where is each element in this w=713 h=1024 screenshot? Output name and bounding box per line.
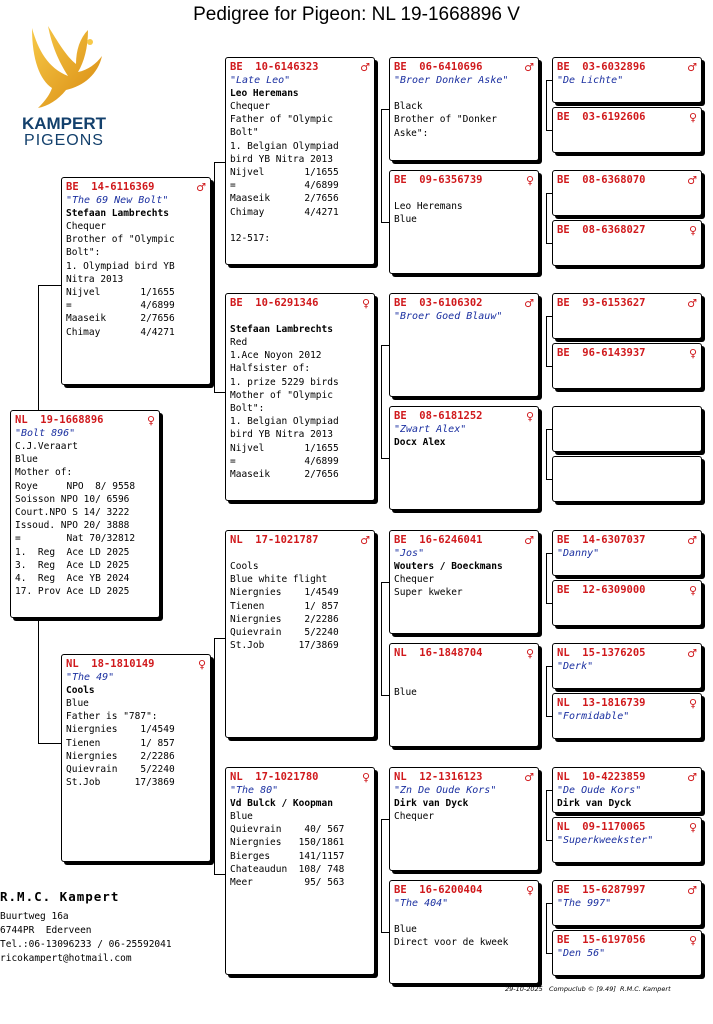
pigeon-info-line: Bierges 141/1157: [230, 850, 345, 862]
connector-line: [38, 618, 39, 743]
pigeon-info-line: [230, 219, 370, 232]
pigeon-info-line: Nijvel 1/1655: [230, 442, 339, 454]
pigeon-card-sdd: [389, 406, 539, 510]
female-icon: ♀: [688, 933, 697, 947]
connector-line: [214, 162, 225, 163]
breeder-name: Dirk van Dyck: [557, 798, 632, 809]
connector-line: [38, 285, 61, 286]
pigeon-header: [557, 296, 697, 310]
pigeon-info-line: Issoud. NPO 20/ 3888: [15, 520, 130, 532]
connector-line: [214, 392, 225, 393]
ring-number: BE 10-6146323: [230, 61, 319, 73]
pigeon-info-line: Bolt":: [230, 403, 265, 415]
pigeon-info-line: 3. Reg Ace LD 2025: [15, 559, 130, 571]
pigeon-info-line: 1. prize 5229 birds: [230, 376, 339, 388]
pigeon-header: [557, 646, 697, 660]
pigeon-card-sds: [389, 293, 539, 397]
connector-line: [381, 819, 382, 932]
pigeon-card-g13: [552, 767, 702, 813]
ring-number: BE 15-6197056: [557, 934, 646, 946]
female-icon: ♀: [688, 583, 697, 597]
pigeon-info-line: Maaseik 2/7656: [230, 469, 339, 481]
breeder-name: Cools: [66, 685, 95, 696]
pigeon-info-line: Father is "787":: [66, 711, 158, 723]
female-icon: ♀: [525, 883, 534, 897]
pigeon-card-subject: [10, 410, 160, 618]
owner-name: R.M.C. Kampert: [0, 889, 120, 904]
pigeon-info-line: Meer 95/ 563: [230, 877, 345, 889]
male-icon: ♂: [360, 60, 370, 74]
breeder-name: Stefaan Lambrechts: [66, 208, 169, 219]
connector-line: [381, 932, 389, 933]
pigeon-info-line: Soisson NPO 10/ 6596: [15, 493, 130, 505]
pigeon-info-line: 1. Belgian Olympiad: [230, 416, 339, 428]
pigeon-card-sire: [61, 177, 211, 385]
ring-number: BE 12-6309000: [557, 584, 646, 596]
pigeon-card-sd: [225, 293, 375, 501]
ring-number: BE 06-6410696: [394, 61, 483, 73]
female-icon: ♀: [688, 110, 697, 124]
connector-line: [381, 109, 382, 222]
owner-contact: [0, 889, 172, 966]
connector-line: [546, 903, 547, 953]
kampert-pigeons-logo: [18, 20, 110, 152]
pigeon-info-line: Chimay 4/4271: [230, 206, 339, 218]
connector-line: [381, 458, 389, 459]
pigeon-info-line: Red: [230, 337, 248, 348]
ring-number: BE 15-6287997: [557, 884, 646, 896]
pigeon-info-line: bird YB Nitra 2013: [230, 429, 333, 441]
male-icon: ♂: [687, 60, 697, 74]
pigeon-name: "The 69 New Bolt": [66, 195, 169, 206]
breeder-name: Dirk van Dyck: [394, 798, 469, 809]
pigeon-info-line: Blue: [66, 698, 89, 709]
pigeon-header: [557, 696, 697, 710]
pigeon-info-line: 12-517:: [230, 233, 271, 245]
pigeon-info-line: Chateaudun 108/ 748: [230, 863, 345, 875]
pigeon-info-line: Maaseik 2/7656: [230, 193, 339, 205]
pigeon-header: [557, 933, 697, 947]
pigeon-header: [557, 583, 697, 597]
ring-number: BE 14-6307037: [557, 534, 646, 546]
female-icon: ♀: [688, 696, 697, 710]
pigeon-header: [66, 180, 206, 194]
ring-number: BE 16-6200404: [394, 884, 483, 896]
connector-line: [381, 695, 389, 696]
ring-number: BE 03-6032896: [557, 61, 646, 73]
pigeon-info-line: Brother of "Olympic: [66, 234, 175, 246]
male-icon: ♂: [687, 173, 697, 187]
pigeon-info-line: [394, 673, 534, 686]
ring-number: NL 09-1170065: [557, 821, 646, 833]
pigeon-name: "The 49": [66, 672, 115, 683]
pigeon-card-sss: [389, 57, 539, 161]
pigeon-card-ddd: [389, 880, 539, 984]
pigeon-header: [230, 296, 370, 310]
connector-line: [381, 345, 382, 458]
pigeon-header: [557, 883, 697, 897]
connector-line: [546, 193, 547, 243]
connector-line: [546, 790, 547, 840]
pigeon-card-dd: [225, 767, 375, 975]
connector-line: [381, 582, 389, 583]
pigeon-info-line: [394, 910, 534, 923]
ring-number: BE 14-6116369: [66, 181, 155, 193]
pigeon-name: "The 997": [557, 898, 612, 909]
male-icon: ♂: [524, 296, 534, 310]
pigeon-name: "Zn De Oude Kors": [394, 785, 497, 796]
pigeon-info-line: Maaseik 2/7656: [66, 313, 175, 325]
pigeon-header: [557, 110, 697, 124]
female-icon: ♀: [197, 657, 206, 671]
pigeon-header: [394, 296, 534, 310]
pigeon-info-line: Blue: [15, 454, 38, 466]
pigeon-header: [230, 533, 370, 547]
pigeon-info-line: Chequer: [66, 221, 107, 232]
pigeon-name: "Derk": [557, 661, 594, 672]
pigeon-header: [557, 223, 697, 237]
pigeon-info-line: Blue white flight: [230, 574, 328, 586]
page-title: Pedigree for Pigeon: NL 19-1668896 V: [193, 4, 520, 25]
connector-line: [214, 638, 225, 639]
pigeon-info-line: Niergnies 2/2286: [230, 613, 339, 625]
pigeon-header: [394, 173, 534, 187]
pigeon-info-line: Halfsister of:: [230, 363, 311, 375]
pigeon-info-line: bird YB Nitra 2013: [230, 153, 333, 165]
ring-number: NL 16-1848704: [394, 647, 483, 659]
pigeon-info-line: Blue: [394, 924, 417, 936]
pigeon-info-line: Blue: [394, 687, 417, 699]
ring-number: BE 08-6368027: [557, 224, 646, 236]
pigeon-info-line: Chequer: [394, 811, 435, 822]
pigeon-info-line: Niergnies 1/4549: [230, 587, 339, 599]
pigeon-card-g3: [552, 170, 702, 216]
pigeon-card-dsd: [389, 643, 539, 747]
pigeon-info-line: Roye NPO 8/ 9558: [15, 480, 136, 492]
ring-number: NL 15-1376205: [557, 647, 646, 659]
female-icon: ♀: [361, 770, 370, 784]
pigeon-name: "The 80": [230, 785, 279, 796]
pigeon-info-line: Black: [394, 101, 423, 113]
pigeon-header: [394, 409, 534, 423]
pigeon-info-line: 1. Belgian Olympiad: [230, 140, 339, 152]
connector-line: [546, 666, 547, 716]
pigeon-header: [557, 820, 697, 834]
pigeon-info-line: C.J.Veraart: [15, 441, 78, 452]
connector-line: [381, 345, 389, 346]
pigeon-header: [394, 883, 534, 897]
connector-line: [381, 222, 389, 223]
pigeon-header: [230, 60, 370, 74]
connector-line: [214, 162, 215, 392]
pigeon-card-g11: [552, 643, 702, 689]
pigeon-header: [15, 413, 155, 427]
pigeon-card-g1: [552, 57, 702, 103]
connector-line: [381, 582, 382, 695]
pigeon-info-line: 1. Reg Ace LD 2025: [15, 546, 130, 558]
ring-number: BE 03-6192606: [557, 111, 646, 123]
pigeon-info-line: St.Job 17/3869: [230, 640, 339, 652]
pigeon-name: "De Oude Kors": [557, 785, 642, 796]
ring-number: NL 12-1316123: [394, 771, 483, 783]
male-icon: ♂: [687, 883, 697, 897]
connector-line: [38, 743, 61, 744]
pigeon-info-line: [394, 87, 534, 100]
pigeon-info-line: = 4/6899: [66, 300, 175, 312]
connector-line: [546, 429, 547, 479]
pigeon-info-line: Bolt": [230, 127, 259, 139]
pigeon-card-g14: [552, 817, 702, 863]
breeder-name: Stefaan Lambrechts: [230, 324, 333, 335]
male-icon: ♂: [360, 533, 370, 547]
pigeon-header: [230, 770, 370, 784]
pigeon-name: "Formidable": [557, 711, 630, 722]
pigeon-info-line: 1. Olympiad bird YB: [66, 260, 175, 272]
pigeon-info-line: Blue: [230, 811, 253, 822]
pigeon-card-ssd: [389, 170, 539, 274]
pigeon-info-line: Chequer: [394, 574, 435, 585]
pigeon-header: [394, 533, 534, 547]
pigeon-info-line: Leo Heremans: [394, 201, 463, 212]
breeder-name: Docx Alex: [394, 437, 446, 448]
pigeon-info-line: Tienen 1/ 857: [230, 600, 339, 612]
pigeon-card-dds: [389, 767, 539, 871]
connector-line: [546, 553, 547, 603]
pigeon-name: "Superkweekster": [557, 835, 654, 846]
pigeon-card-g6: [552, 343, 702, 389]
owner-phone: Tel.:06-13096233 / 06-25592041: [0, 939, 172, 950]
pigeon-info-line: Cools: [230, 561, 259, 572]
pigeon-header: [394, 770, 534, 784]
pigeon-name: [230, 310, 370, 323]
golden-dove-logo-icon: [18, 20, 110, 112]
pigeon-info-line: St.Job 17/3869: [66, 777, 175, 789]
female-icon: ♀: [525, 646, 534, 660]
pigeon-header: [394, 60, 534, 74]
pigeon-card-g4: [552, 220, 702, 266]
pigeon-info-line: = 4/6899: [230, 455, 339, 467]
ring-number: BE 96-6143937: [557, 347, 646, 359]
pigeon-info-line: Quievrain 40/ 567: [230, 824, 345, 836]
connector-line: [214, 874, 225, 875]
ring-number: NL 19-1668896: [15, 414, 104, 426]
male-icon: ♂: [196, 180, 206, 194]
pigeon-header: [394, 646, 534, 660]
ring-number: NL 10-4223859: [557, 771, 646, 783]
pigeon-name: "Broer Goed Blauw": [394, 311, 503, 322]
male-icon: ♂: [687, 770, 697, 784]
pigeon-name: "Broer Donker Aske": [394, 75, 509, 86]
female-icon: ♀: [361, 296, 370, 310]
pigeon-name: "Danny": [557, 548, 600, 559]
print-stamp: 29-10-2025 Compuclub © [9.49] R.M.C. Kampert: [505, 985, 671, 993]
pigeon-header: [557, 60, 697, 74]
pigeon-info-line: Quievrain 5/2240: [230, 627, 339, 639]
pigeon-info-line: Tienen 1/ 857: [66, 737, 175, 749]
pigeon-info-line: Brother of "Donker: [394, 114, 497, 126]
male-icon: ♂: [687, 296, 697, 310]
owner-city: 6744PR Ederveen: [0, 925, 92, 936]
pigeon-card-g8: [552, 456, 702, 502]
pigeon-card-dam: [61, 654, 211, 862]
female-icon: ♀: [146, 413, 155, 427]
logo-brand-top: KAMPERT: [21, 114, 107, 133]
pigeon-info-line: = 4/6899: [230, 180, 339, 192]
pigeon-info-line: Blue: [394, 214, 417, 226]
pigeon-header: [557, 346, 697, 360]
pigeon-info-line: Nijvel 1/1655: [230, 167, 339, 179]
pigeon-name: [394, 660, 534, 673]
pigeon-name: "De Lichte": [557, 75, 624, 86]
connector-line: [214, 638, 215, 874]
ring-number: NL 17-1021787: [230, 534, 319, 546]
pigeon-name: "Late Leo": [230, 75, 291, 86]
connector-line: [546, 316, 547, 366]
pigeon-info-line: Niergnies 2/2286: [66, 750, 175, 762]
pigeon-info-line: Chequer: [230, 101, 271, 112]
pigeon-card-g2: [552, 107, 702, 153]
pigeon-info-line: Mother of:: [15, 467, 73, 479]
pigeon-info-line: 1.Ace Noyon 2012: [230, 350, 322, 362]
ring-number: BE 03-6106302: [394, 297, 483, 309]
connector-line: [38, 285, 39, 410]
connector-line: [381, 109, 389, 110]
pigeon-header: [557, 770, 697, 784]
pigeon-info-line: Super kweker: [394, 587, 463, 599]
pigeon-info-line: Nijvel 1/1655: [66, 287, 175, 299]
ring-number: BE 16-6246041: [394, 534, 483, 546]
pigeon-name: "The 404": [394, 898, 449, 909]
pigeon-info-line: 4. Reg Ace YB 2024: [15, 573, 130, 585]
female-icon: ♀: [688, 820, 697, 834]
pigeon-header: [557, 459, 697, 473]
breeder-name: Leo Heremans: [230, 88, 299, 99]
female-icon: ♀: [525, 409, 534, 423]
pigeon-card-ss: [225, 57, 375, 265]
pigeon-header: [66, 657, 206, 671]
connector-line: [546, 80, 547, 130]
ring-number: NL 18-1810149: [66, 658, 155, 670]
logo-brand-bottom: PIGEONS: [24, 132, 104, 149]
ring-number: BE 08-6368070: [557, 174, 646, 186]
pigeon-card-ds: [225, 530, 375, 738]
pigeon-name: "Jos": [394, 548, 425, 559]
pigeon-info-line: Niergnies 1/4549: [66, 724, 175, 736]
pigeon-info-line: Mother of "Olympic: [230, 389, 333, 401]
ring-number: BE 08-6181252: [394, 410, 483, 422]
pigeon-info-line: Court.NPO S 14/ 3222: [15, 507, 130, 519]
male-icon: ♂: [524, 770, 534, 784]
pigeon-info-line: Direct voor de kweek: [394, 937, 509, 949]
pigeon-card-g12: [552, 693, 702, 739]
breeder-name: Vd Bulck / Koopman: [230, 798, 333, 809]
pigeon-info-line: Niergnies 150/1861: [230, 837, 345, 849]
ring-number: NL 17-1021780: [230, 771, 319, 783]
pigeon-card-dss: [389, 530, 539, 634]
pigeon-card-g7: [552, 406, 702, 452]
ring-number: NL 13-1816739: [557, 697, 646, 709]
pigeon-header: [557, 173, 697, 187]
pigeon-header: [557, 409, 697, 423]
pigeon-card-g10: [552, 580, 702, 626]
owner-email: ricokampert@hotmail.com: [0, 953, 132, 964]
female-icon: ♀: [688, 346, 697, 360]
connector-line: [381, 819, 389, 820]
male-icon: ♂: [524, 60, 534, 74]
female-icon: ♀: [525, 173, 534, 187]
pigeon-header: [557, 533, 697, 547]
pigeon-name: [230, 547, 370, 560]
pigeon-card-g5: [552, 293, 702, 339]
female-icon: ♀: [688, 223, 697, 237]
pigeon-info-line: Quievrain 5/2240: [66, 764, 175, 776]
pigeon-name: "Den 56": [557, 948, 606, 959]
pigeon-info-line: Chimay 4/4271: [66, 326, 175, 338]
pigeon-card-g16: [552, 930, 702, 976]
male-icon: ♂: [687, 533, 697, 547]
pigeon-name: "Bolt 896": [15, 428, 76, 439]
pigeon-info-line: Nitra 2013: [66, 273, 124, 285]
pigeon-card-g9: [552, 530, 702, 576]
ring-number: BE 10-6291346: [230, 297, 319, 309]
pigeon-info-line: Bolt":: [66, 247, 101, 259]
ring-number: BE 09-6356739: [394, 174, 483, 186]
breeder-name: Wouters / Boeckmans: [394, 561, 503, 572]
pigeon-name: [394, 187, 534, 200]
pigeon-card-g15: [552, 880, 702, 926]
male-icon: ♂: [524, 533, 534, 547]
pigeon-info-line: = Nat 70/32812: [15, 533, 136, 545]
pigeon-info-line: Aske":: [394, 127, 429, 139]
male-icon: ♂: [687, 646, 697, 660]
pigeon-info-line: 17. Prov Ace LD 2025: [15, 586, 130, 598]
ring-number: BE 93-6153627: [557, 297, 646, 309]
pigeon-info-line: Father of "Olympic: [230, 114, 333, 126]
pigeon-name: "Zwart Alex": [394, 424, 467, 435]
owner-address: Buurtweg 16a: [0, 911, 69, 922]
